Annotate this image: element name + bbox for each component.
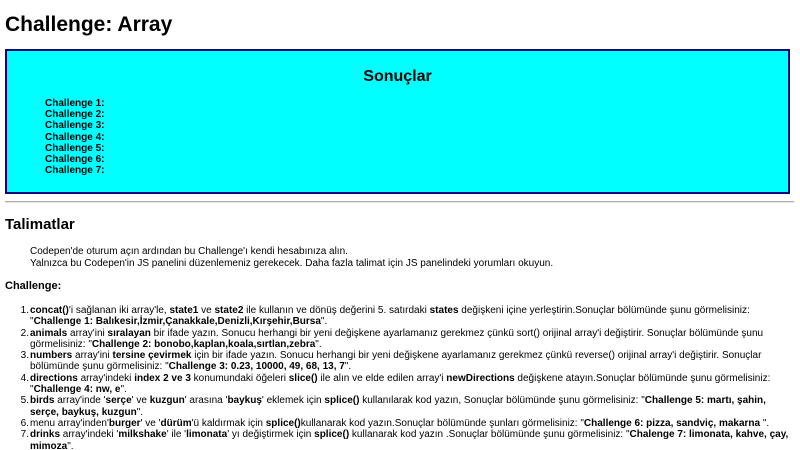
challenge-heading: Challenge: (5, 280, 62, 292)
task-text: ". (320, 316, 328, 328)
task-keyword: sıralayan (107, 327, 151, 339)
task-keyword: serçe (105, 395, 132, 407)
task-text: array'inde ' (54, 395, 106, 407)
task-keyword: index 2 ve 3 (134, 372, 191, 384)
horizontal-divider (5, 201, 794, 203)
task-keyword: burger (108, 417, 141, 429)
task-text: ". (67, 440, 74, 450)
task-number: 3. (20, 350, 29, 362)
task-keyword: Challenge 1: Balıkesir,İzmir,Çanakkale,Denizli,Kırşehir,Bursa (33, 316, 321, 328)
task-text: 'i sağlanan iki array'le, (68, 305, 170, 316)
task-text: ' yı değiştirmek için (227, 429, 315, 441)
results-panel (5, 49, 790, 194)
task-item-5 (20, 395, 792, 418)
task-keyword: directions (30, 372, 78, 384)
task-text: ". (136, 406, 144, 418)
task-item-4 (20, 372, 792, 396)
task-text: bir ifade yazın. Sonucu herhangi bir yeni değişkene ayarlamanız gerekmez çünkü sort() orijinal array'i değiştirir. Sonuçlar bölümünde şunu görmelisiniz: " (30, 327, 764, 350)
page-title: Challenge: Array (5, 13, 173, 36)
task-text: ' ile ' (166, 429, 187, 441)
task-text: ' ve ' (140, 417, 161, 429)
task-number: 2. (20, 327, 29, 339)
task-keyword: dürüm (160, 417, 192, 429)
task-keyword: splice() (324, 395, 360, 407)
task-number: 1. (20, 305, 29, 316)
instructions-line-2: Yalnızca bu Codepen'in JS panelini düzenlemeniz gerekecek. Daha fazla talimat için JS panelindeki yorumları okuyun. (30, 258, 554, 269)
task-text: ' ve (131, 395, 150, 407)
task-text: ' arasına ' (184, 395, 228, 407)
task-keyword: Chalenge 7: limonata, kahve, çay, mimoza (30, 429, 789, 450)
result-item-2: Challenge 2: (45, 109, 105, 121)
task-keyword: Challenge 5: martı, şahin, serçe, baykuş, kuzgun (30, 395, 766, 418)
task-keyword: splice() (314, 429, 350, 441)
task-keyword: drinks (30, 429, 61, 441)
results-heading: Sonuçlar (363, 68, 432, 85)
task-keyword: concat() (30, 305, 69, 316)
result-item-7: Challenge 7: (45, 165, 105, 177)
task-text: array'inden' (55, 417, 109, 429)
result-item-1: Challenge 1: (45, 98, 105, 109)
task-keyword: Challenge 6: pizza, sandviç, makarna (583, 417, 761, 429)
task-keyword: Challenge 3: 0.23, 10000, 49, 68, 13, 7 (168, 361, 345, 373)
results-list (45, 98, 104, 176)
task-text: ". (344, 361, 352, 373)
task-keyword: state2 (214, 305, 244, 316)
task-keyword: numbers (30, 350, 73, 362)
task-item-1 (20, 305, 792, 328)
task-number: 4. (20, 372, 29, 384)
result-item-5: Challenge 5: (45, 142, 105, 154)
task-text: kullanarak kod yazın .Sonuçlar bölümünde şunu görmelisiniz: " (349, 429, 630, 441)
task-keyword: limonata (186, 429, 228, 441)
task-text: ile kullanın ve dönüş değerini 5. satırdaki (243, 305, 430, 316)
result-item-6: Challenge 6: (45, 154, 105, 166)
task-keyword: splice() (265, 417, 301, 429)
task-text: ile alın ve elde edilen array'i (317, 372, 447, 384)
task-keyword: newDirections (446, 372, 515, 384)
task-item-7 (20, 429, 792, 450)
task-text: konumundaki öğeleri (190, 372, 289, 384)
task-number: 7. (20, 429, 29, 441)
task-item-2 (20, 327, 792, 351)
task-text: için bir ifade yazın. Sonucu herhangi bir yeni değişkene ayarlamanız gerekmez çünkü reverse() orijinal array'i değiştirir. Sonuçlar bölümünde şunu görmelisiniz: " (30, 350, 762, 373)
instructions-line-1: Codepen'de oturum açın ardından bu Challenge'ı kendi hesabınıza alın. (30, 246, 348, 257)
task-text: menu (30, 417, 56, 429)
task-text: kullanarak kod yazın.Sonuçlar bölümünde şunları görmelisiniz: " (300, 417, 584, 429)
task-keyword: kuzgun (149, 395, 185, 407)
task-keyword: states (429, 305, 459, 316)
task-number: 5. (20, 395, 29, 407)
instructions-text (30, 246, 553, 270)
task-text: değişkeni içine yerleştirin.Sonuçlar bölümünde şunu görmelisiniz: " (30, 305, 750, 328)
task-item-3 (20, 350, 792, 373)
task-text: ve (198, 305, 215, 316)
task-keyword: Challenge 2: bonobo,kaplan,koala,sırtlan,zebra (91, 338, 316, 350)
task-keyword: state1 (169, 305, 199, 316)
task-text: ". (120, 384, 127, 396)
task-item-6 (20, 417, 792, 429)
task-number: 6. (20, 417, 29, 429)
task-text: array'ini (72, 350, 113, 362)
task-keyword: Challenge 4: nw, e (33, 384, 121, 396)
task-keyword: animals (30, 327, 68, 339)
task-list (20, 305, 792, 450)
instructions-heading: Talimatlar (5, 216, 75, 233)
task-text: değişkene atayın.Sonuçlar bölümünde şunu görmelisiniz: " (30, 372, 771, 396)
task-text: 'ü kaldırmak için (191, 417, 266, 429)
result-item-4: Challenge 4: (45, 131, 105, 143)
task-text: ". (760, 417, 770, 429)
task-keyword: tersine çevirmek (112, 350, 192, 362)
task-text: array'ini (67, 327, 108, 339)
task-keyword: baykuş (227, 395, 262, 407)
task-text: ' eklemek için (261, 395, 325, 407)
task-text: kullanılarak kod yazın, Sonuçlar bölümünde şunu görmelisiniz: " (359, 395, 645, 407)
task-text: ". (315, 338, 322, 350)
task-keyword: milkshake (118, 429, 167, 441)
task-text: array'indeki ' (60, 429, 119, 441)
task-keyword: slice() (288, 372, 318, 384)
task-text: array'indeki (77, 372, 135, 384)
result-item-3: Challenge 3: (45, 120, 105, 132)
task-keyword: birds (30, 395, 55, 407)
